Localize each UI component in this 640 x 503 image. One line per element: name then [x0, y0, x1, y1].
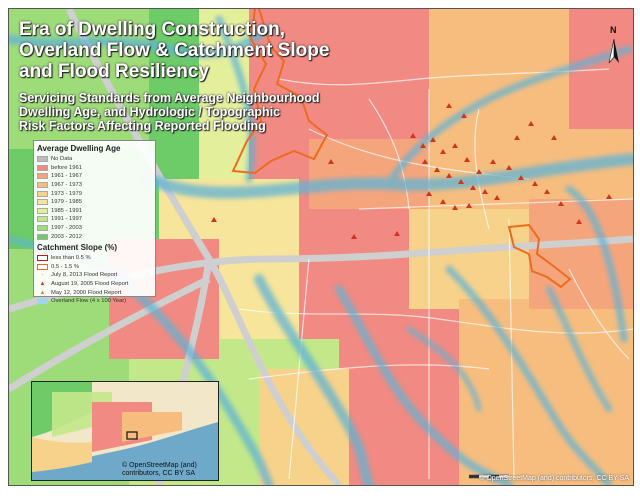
legend-row-age-4: 1973 - 1979 — [37, 189, 152, 198]
age-swatch — [37, 182, 48, 188]
legend-row-age-9: 2003 - 2012 — [37, 232, 152, 241]
age-swatch — [37, 165, 48, 171]
legend-row-slope-1: 0.5 - 1.5 % — [37, 263, 152, 272]
north-arrow-icon — [607, 37, 621, 65]
age-swatch — [37, 199, 48, 205]
inset-attribution: © OpenStreetMap (and) contributors, CC BY SA — [122, 462, 197, 477]
legend-row-slope-0: less than 0.5 % — [37, 254, 152, 263]
legend-row-age-0: No Data — [37, 155, 152, 164]
age-swatch — [37, 173, 48, 179]
flood-report-symbol-icon: · — [41, 272, 44, 279]
legend-row-age-2: 1961 - 1967 — [37, 172, 152, 181]
legend-row-age-3: 1967 - 1973 — [37, 181, 152, 190]
age-swatch — [37, 225, 48, 231]
age-swatch — [37, 156, 48, 162]
age-swatch — [37, 216, 48, 222]
legend-slope-heading: Catchment Slope (%) — [37, 242, 118, 252]
flood-report-symbol-icon: ▲ — [39, 281, 46, 288]
north-arrow-label: N — [610, 25, 617, 35]
age-swatch — [37, 234, 48, 240]
map-legend — [33, 140, 156, 305]
legend-row-report-2: ▲ May 12, 2000 Flood Report — [37, 288, 152, 297]
age-swatch — [37, 191, 48, 197]
map-attribution: © OpenStreetMap (and) contributors, CC BY SA — [479, 475, 629, 482]
age-swatch — [37, 208, 48, 214]
slope-swatch — [37, 255, 48, 261]
flood-report-symbol-icon: ▲ — [39, 289, 46, 296]
map-subtitle: Servicing Standards from Average Neighbourhood Dwelling Age, and Hydrologic / Topographic Risk Factors Affecting Reported Flooding — [19, 91, 320, 133]
legend-row-age-7: 1991 - 1997 — [37, 215, 152, 224]
legend-age-heading: Average Dwelling Age — [37, 144, 121, 153]
overland-flow-swatch — [37, 298, 48, 304]
map-frame — [8, 8, 634, 486]
legend-row-age-8: 1997 - 2003 — [37, 224, 152, 233]
legend-row-overland-flow: Overland Flow (4 x 100 Year) — [37, 297, 152, 306]
map-title: Era of Dwelling Construction, Overland Flow & Catchment Slope and Flood Resiliency — [19, 19, 330, 82]
legend-row-report-1: ▲ August 19, 2005 Flood Report — [37, 280, 152, 289]
legend-row-report-0: · July 8, 2013 Flood Report — [37, 271, 152, 280]
legend-row-age-6: 1985 - 1991 — [37, 207, 152, 216]
legend-row-age-5: 1979 - 1985 — [37, 198, 152, 207]
slope-swatch — [37, 264, 48, 270]
legend-row-age-1: before 1961 — [37, 164, 152, 173]
overview-inset-map[interactable] — [31, 381, 219, 481]
